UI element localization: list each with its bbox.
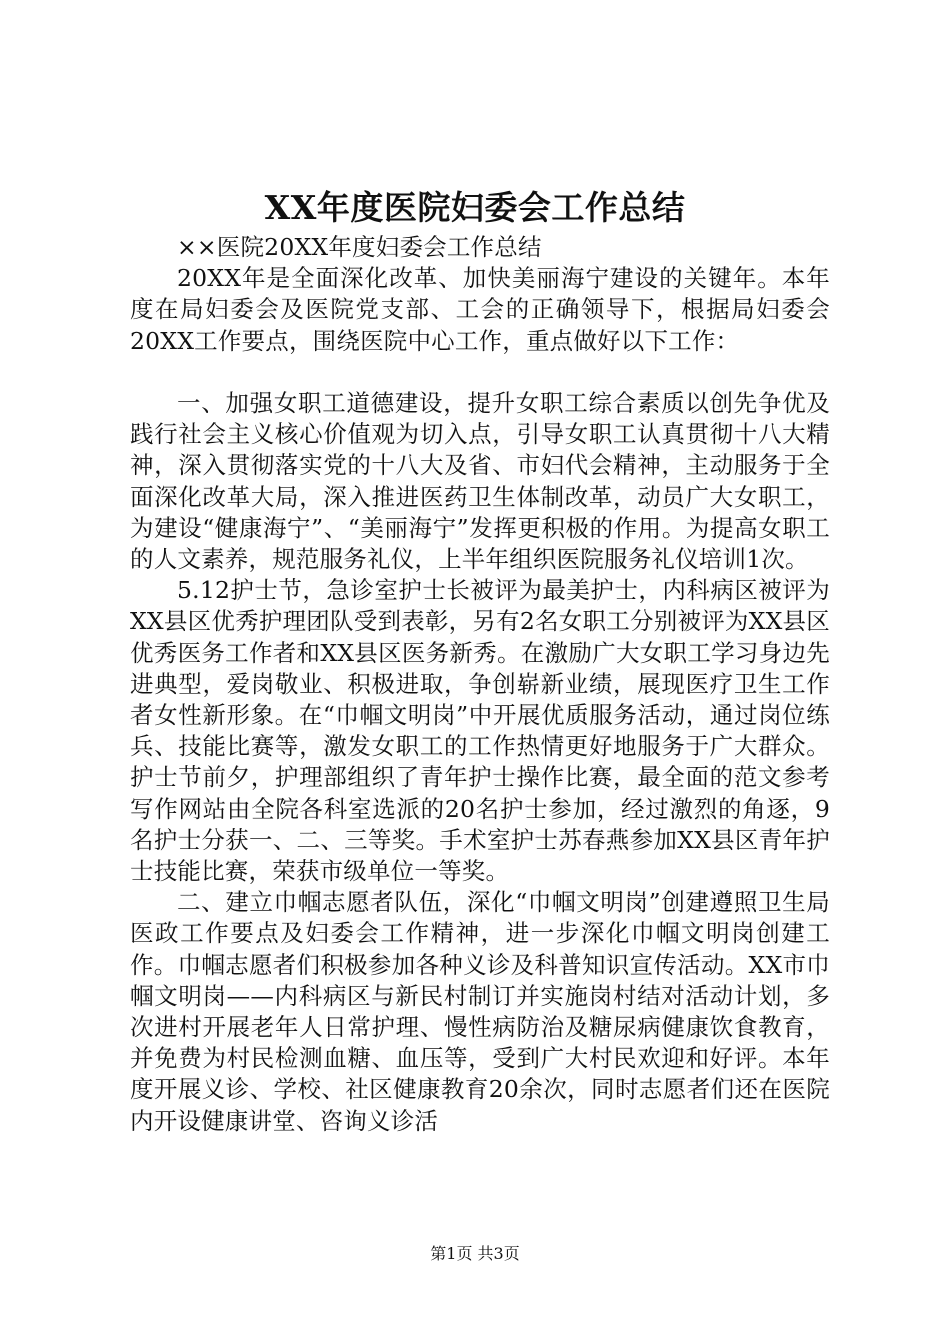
subtitle-paragraph: ××医院20XX年度妇委会工作总结 [177, 233, 542, 261]
section-two-paragraph: 二、建立巾帼志愿者队伍，深化“巾帼文明岗”创建遵照卫生局医政工作要点及妇委会工作精神，进一步深化巾帼文明岗创建工作。巾帼志愿者们积极参加各种义诊及科普知识宣传活动。XX市巾帼文明岗——内科病区与新民村制订并实施岗村结对活动计划，多次进村开展老年人日常护理、慢性病防治及糖尿病健康饮食教育，并免费为村民检测血糖、血压等，受到广大村民欢迎和好评。本年度开展义诊、学校、社区健康教育20余次，同时志愿者们还在医院内开设健康讲堂、咨询义诊活 [130, 888, 830, 1135]
page-footer: 第1页 共3页 [430, 1244, 520, 1263]
section-one-paragraph: 一、加强女职工道德建设，提升女职工综合素质以创先争优及践行社会主义核心价值观为切入点，引导女职工认真贯彻十八大精神，深入贯彻落实党的十八大及省、市妇代会精神，主动服务于全面深化改革大局，深入推进医药卫生体制改革，动员广大女职工，为建设“健康海宁”、“美丽海宁”发挥更积极的作用。为提高女职工的人文素养，规范服务礼仪，上半年组织医院服务礼仪培训1次。 [130, 389, 830, 574]
intro-paragraph: 20XX年是全面深化改革、加快美丽海宁建设的关键年。本年度在局妇委会及医院党支部、工会的正确领导下，根据局妇委会20XX工作要点，围绕医院中心工作，重点做好以下工作： [130, 264, 830, 355]
document-title: XX年度医院妇委会工作总结 [264, 188, 686, 227]
nurses-day-paragraph: 5.12护士节，急诊室护士长被评为最美护士，内科病区被评为XX县区优秀护理团队受到表彰，另有2名女职工分别被评为XX县区优秀医务工作者和XX县区医务新秀。在激励广大女职工学习身边先进典型，爱岗敬业、积极进取，争创崭新业绩，展现医疗卫生工作者女性新形象。在“巾帼文明岗”中开展优质服务活动，通过岗位练兵、技能比赛等，激发女职工的工作热情更好地服务于广大群众。护士节前夕，护理部组织了青年护士操作比赛，最全面的范文参考写作网站由全院各科室选派的20名护士参加，经过激烈的角逐，9名护士分获一、二、三等奖。手术室护士苏春燕参加XX县区青年护士技能比赛，荣获市级单位一等奖。 [130, 576, 830, 886]
document-body [130, 232, 830, 1137]
